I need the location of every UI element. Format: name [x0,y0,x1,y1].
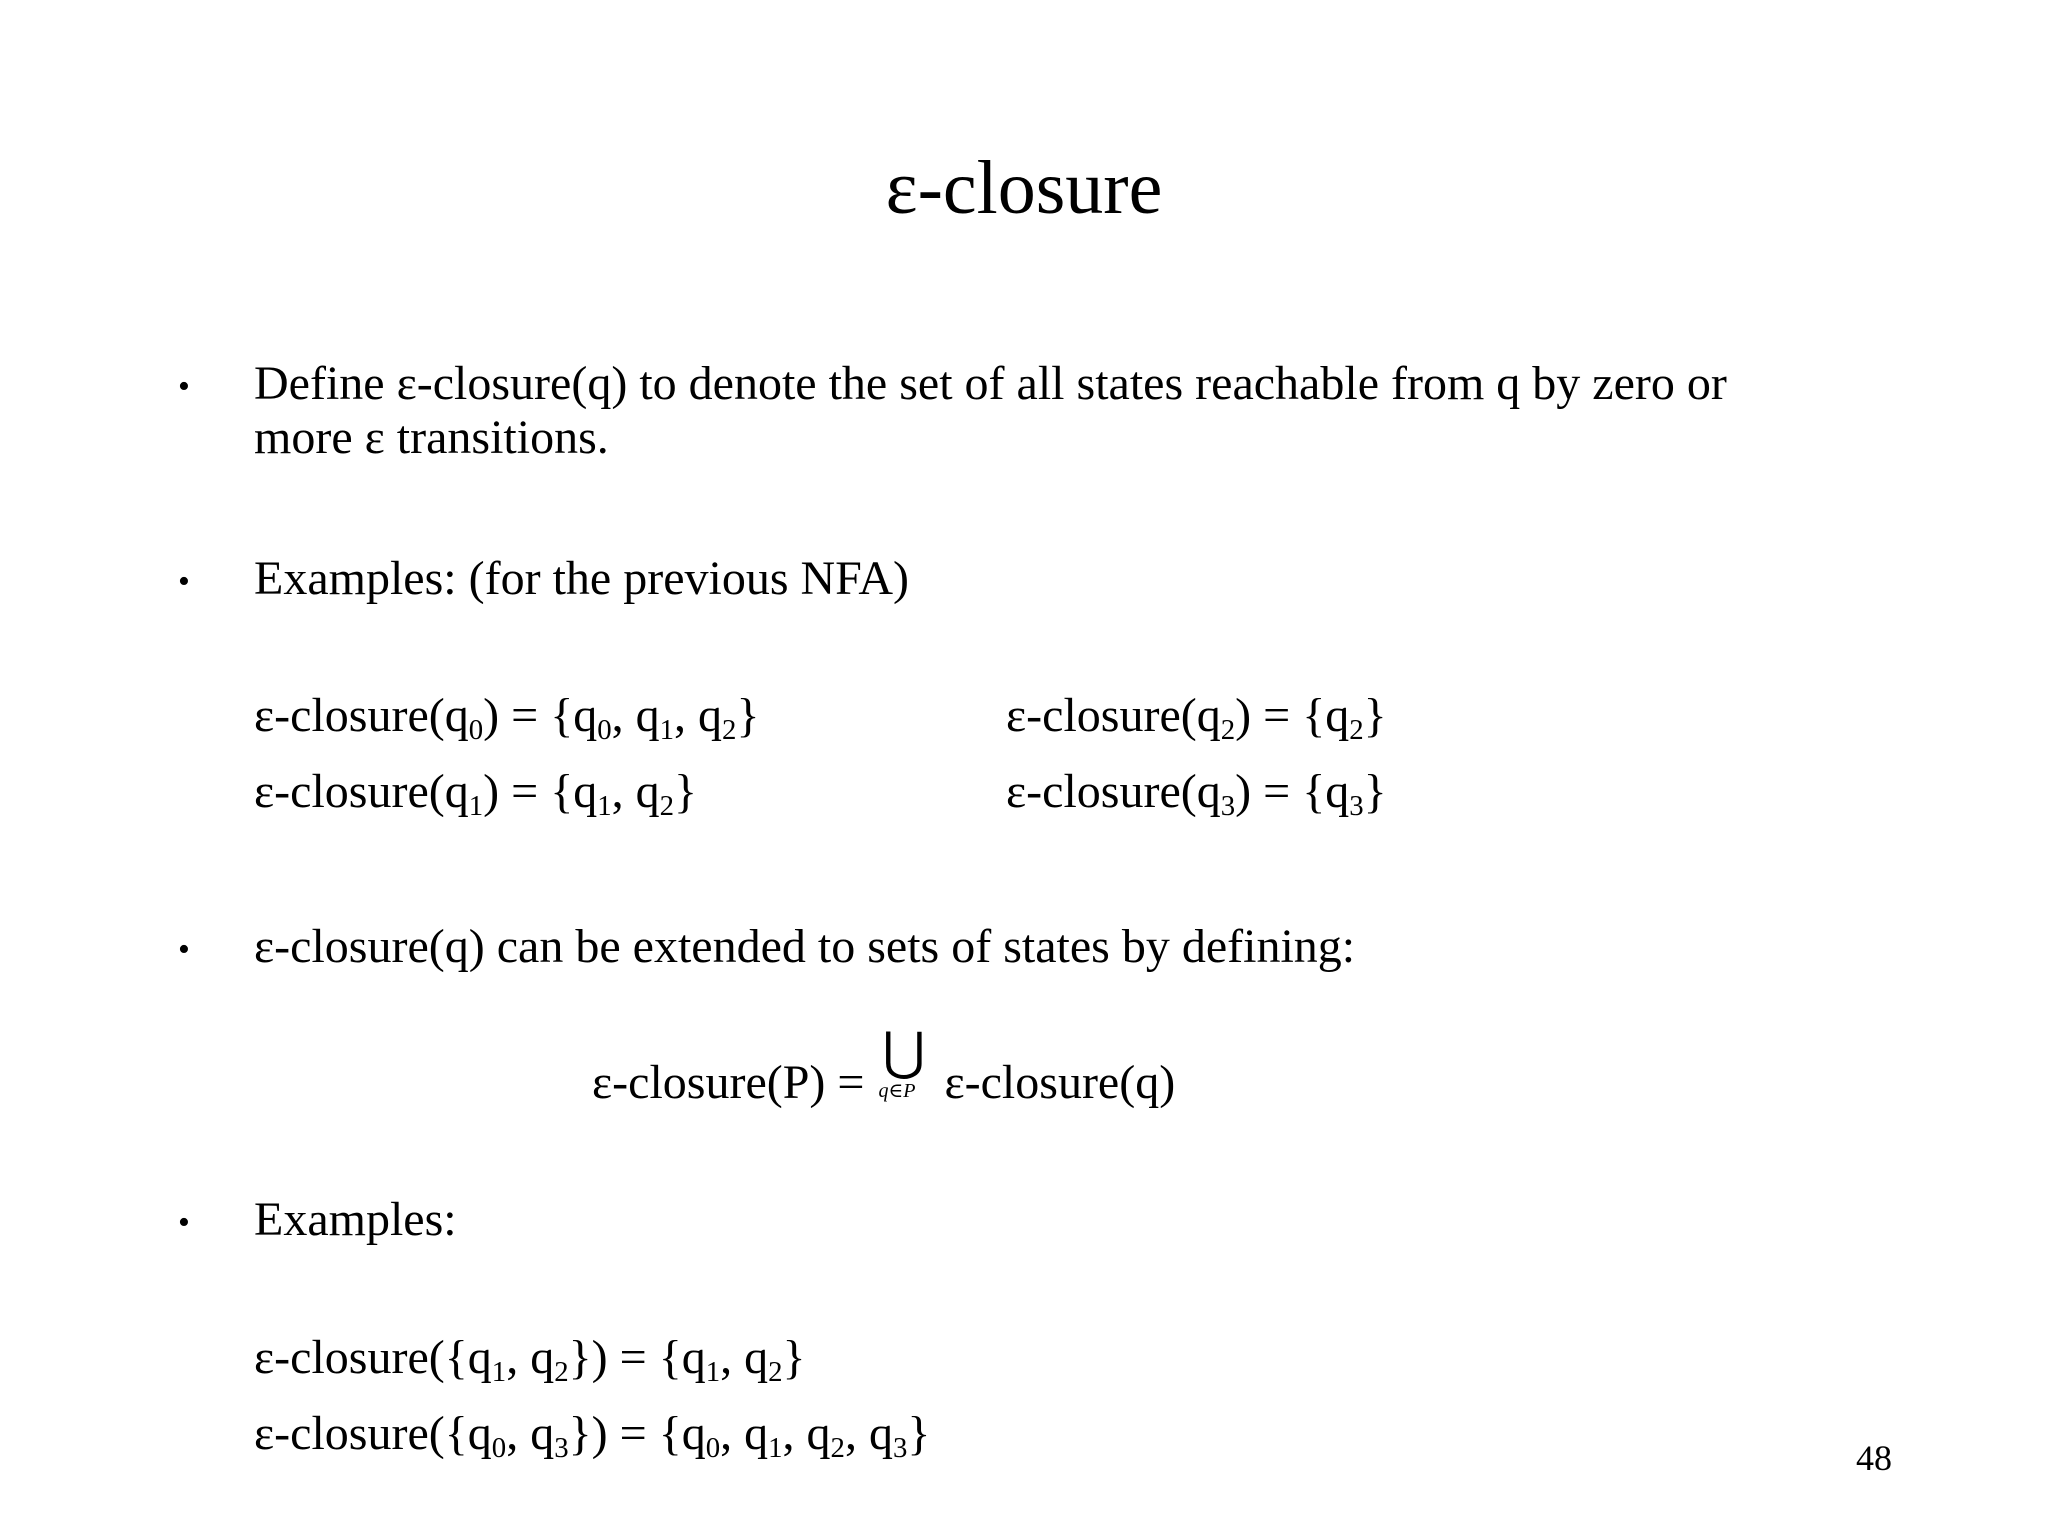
example-closure-q1: $\varepsilon-closure(q_1) = \{q_1$, $q_2$} [254,765,698,823]
example-closure-q2: $\varepsilon-closure(q_2) = \{q_2\}$ [1006,689,1387,747]
union-subscript: q∈P [878,1079,916,1102]
bullet-1-line-2: more ε transitions. [254,411,609,464]
bullet-2-text: Examples: (for the previous NFA) [254,552,909,605]
example-closure-q3: $\varepsilon-closure(q_3) = \{q_3\}$ [1006,765,1387,823]
union-icon: ⋃ [882,1023,926,1081]
bullet-4-glyph: • [178,1204,190,1241]
bullet-1-line-1: Define ε-closure(q) to denote the set of all states reachable from q by zero or [254,357,1727,410]
union-operator [876,1023,932,1111]
union-formula [592,1023,1176,1111]
bullet-4-text: Examples: [254,1193,457,1246]
bullet-2-glyph: • [178,563,190,600]
slide-title: ε-closure [885,146,1163,230]
formula-lhs: ε-closure(P) = [592,1056,865,1109]
example-closure-set-q0-q3: $\varepsilon-closure(\{q_0$, $q_3\}) = \{q_0$, $q_1$, $q_2$, $q_3$} [254,1407,931,1465]
bullet-1-glyph: • [178,368,190,405]
example-closure-set-q1-q2: $\varepsilon-closure(\{q_1$, $q_2\}) = \{q_1$, $q_2$} [254,1331,806,1389]
bullet-3-text: ε-closure(q) can be extended to sets of states by defining: [254,920,1356,973]
example-closure-q0: $\varepsilon-closure(q_0) = \{q_0$, $q_1$, $q_2$} [254,689,760,747]
bullet-3-glyph: • [178,931,190,968]
formula-rhs: ε-closure(q) [944,1056,1176,1109]
page-number: 48 [1856,1438,1892,1478]
